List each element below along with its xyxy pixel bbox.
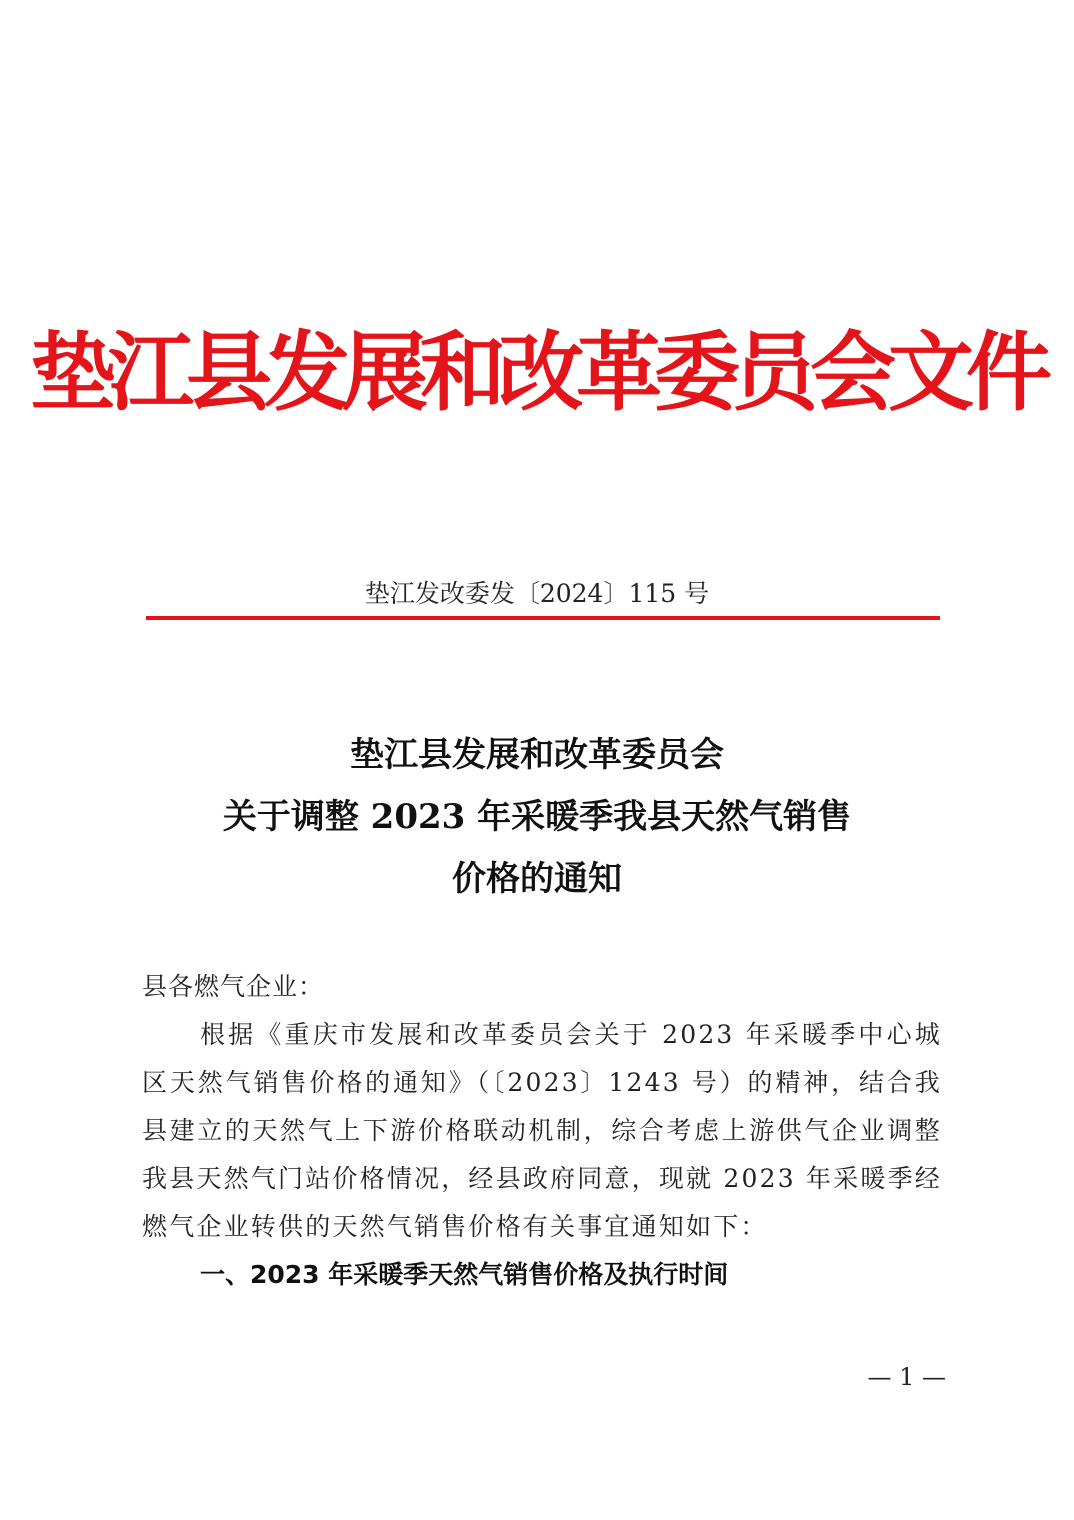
title-line-1: 垫江县发展和改革委员会	[350, 735, 724, 775]
title-line-3: 价格的通知	[452, 859, 622, 899]
body-paragraph: 根据《重庆市发展和改革委员会关于 2023 年采暖季中心城区天然气销售价格的通知》（〔2023〕1243 号）的精神，结合我县建立的天然气上下游价格联动机制，综合考虑上游供气企业调整我县天然气门站价格情况，经县政府同意，现就 2023 年采暖季经燃气企业转供的天然气销售价格有关事宜通知如下：	[142, 1020, 942, 1241]
salutation: 县各燃气企业：	[142, 972, 325, 1001]
section-heading: 一、2023 年采暖季天然气销售价格及执行时间	[200, 1260, 729, 1289]
document-number: 垫江发改委发〔2024〕115 号	[364, 579, 710, 608]
red-separator-line	[146, 616, 940, 620]
document-body	[142, 963, 942, 1299]
page-number: — 1 —	[867, 1363, 946, 1391]
issuer-red-header: 垫江县发展和改革委员会文件	[30, 322, 1044, 423]
document-title	[0, 724, 1074, 910]
title-line-2: 关于调整 2023 年采暖季我县天然气销售	[222, 797, 852, 837]
